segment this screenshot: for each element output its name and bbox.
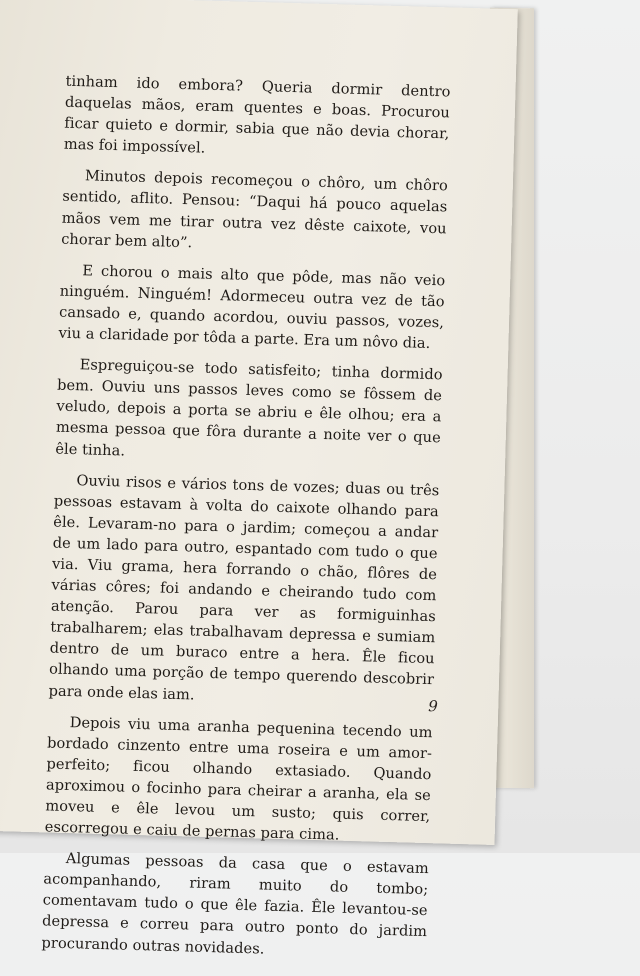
paragraph-1: tinham ido embora? Queria dormir dentro daquelas mãos, eram quentes e boas. Procurou ficar quieto e dormir, sabia que não devia chorar, mas foi impossível. bbox=[63, 72, 451, 157]
body-text bbox=[41, 71, 451, 974]
paragraph-6: Depois viu uma aranha pequenina tecendo um bordado cinzento entre uma roseira e um amor-perfeito; ficou olhando extasiado. Quando aproximou o focinho para cheirar a aranha, ela se moveu e êle levou um susto; quis correr, escorregou e caiu de pernas para cima. bbox=[44, 713, 433, 844]
paragraph-5: Ouviu risos e vários tons de vozes; duas ou três pessoas estavam à volta do caixote olhando para êle. Levaram-no para o jardim; começou a andar de um lado para outro, espantado com tudo o que via. Viu grama, hera forrando o chão, flôres de várias côres; foi andando e cheirando tudo com atenção. Parou para ver as formiguinhas trabalharem; elas trabalhavam depressa e sumiam dentro de um buraco entre a hera. Êle ficou olhando uma porção de tempo querendo descobrir para onde elas iam. bbox=[48, 471, 440, 704]
paragraph-4: Espreguiçou-se todo satisfeito; tinha dormido bem. Ouviu uns passos leves como se fôssem de veludo, depois a porta se abriu e êle olhou; era a mesma pessoa que fôra durante a noite ver o que êle tinha. bbox=[55, 356, 443, 460]
paragraph-3: E chorou o mais alto que pôde, mas não veio ninguém. Ninguém! Adormeceu outra vez de tão cansado e, quando acordou, ouviu passos, vozes, viu a claridade por tôda a parte. Era um nôvo dia. bbox=[58, 261, 446, 353]
paragraph-7: Algumas pessoas da casa que o estavam acompanhando, riram muito do tombo; comentavam tudo o que êle fazia. Êle levantou-se depressa e correu para outro ponto do jardim procurando outras novidades. bbox=[41, 850, 429, 958]
paragraph-2: Minutos depois recomeçou o chôro, um chôro sentido, aflito. Pensou: “Daqui há pouco aquelas mãos vem me tirar outra vez dêste caixote, vou chorar bem alto”. bbox=[60, 167, 449, 251]
page-number: 9 bbox=[428, 697, 439, 716]
